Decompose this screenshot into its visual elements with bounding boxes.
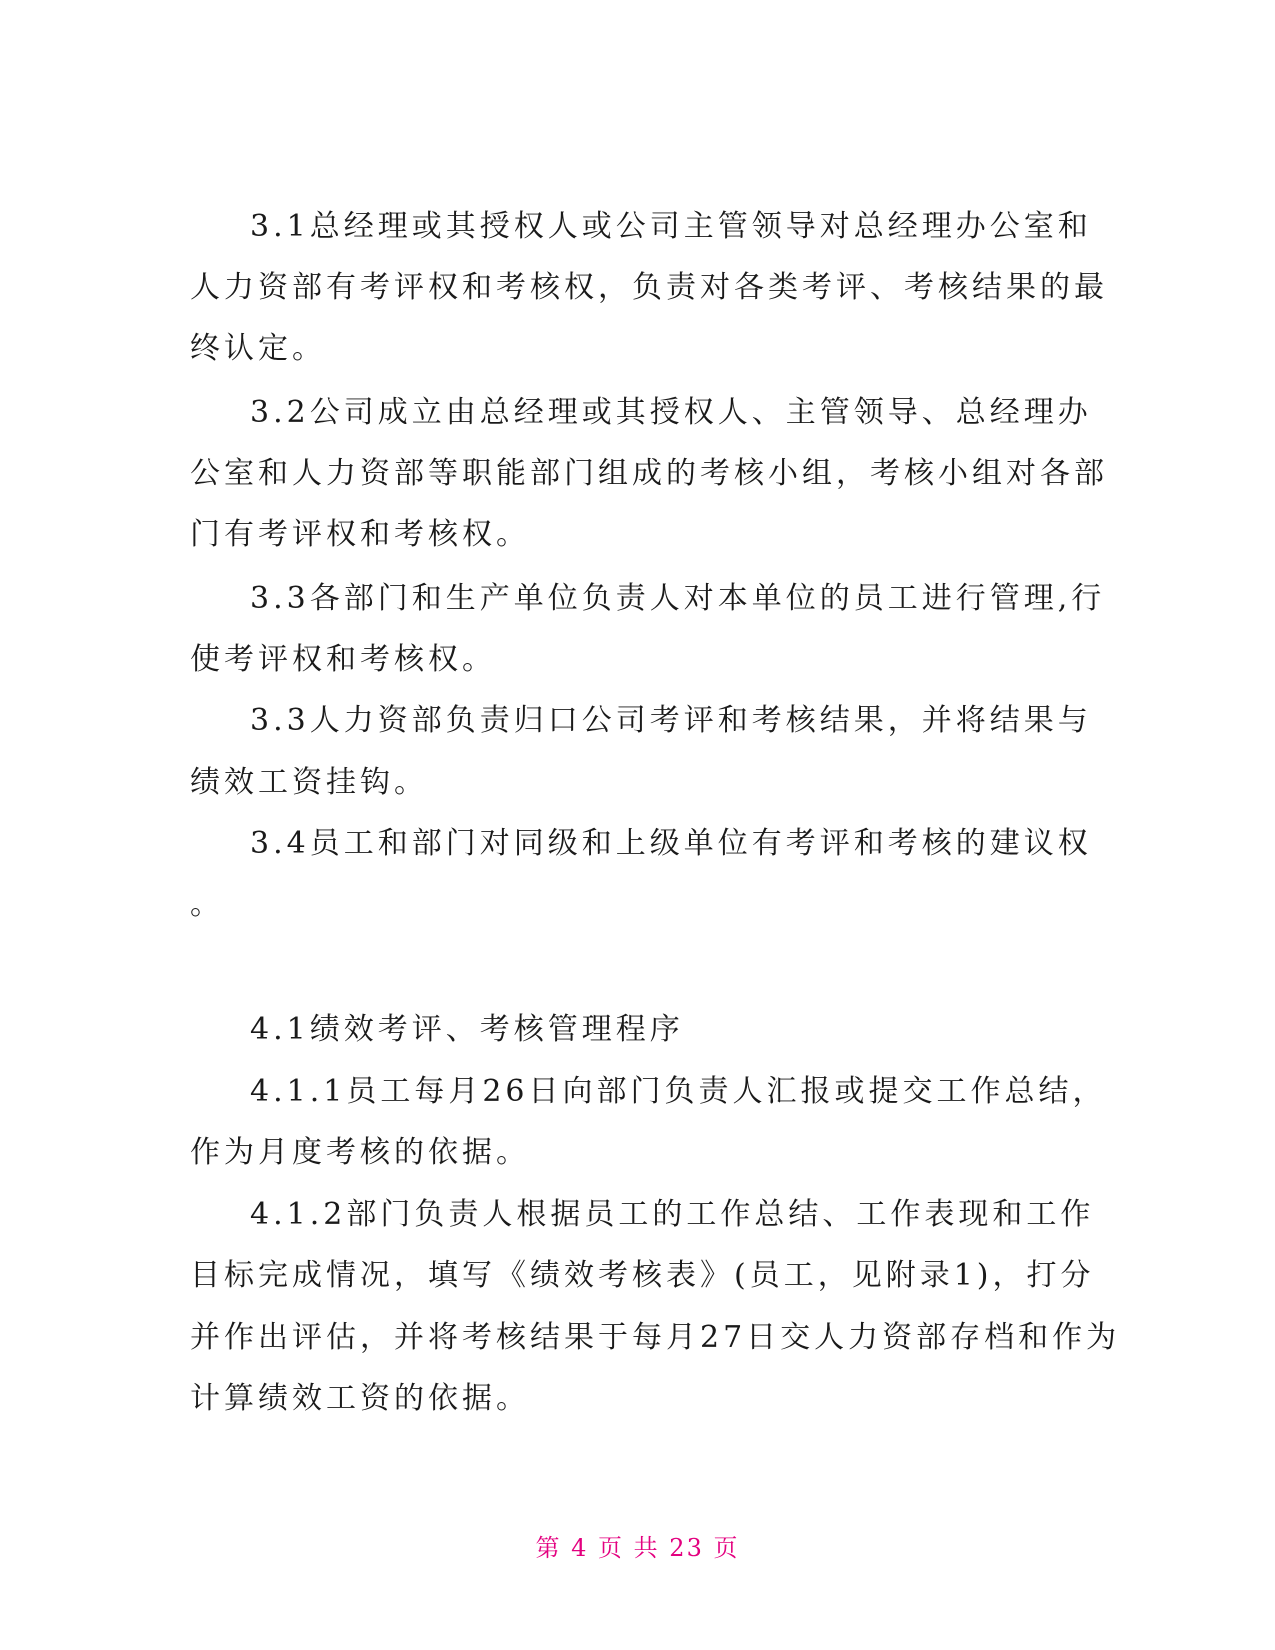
paragraph-3-3b-line-1: 3.3人力资部负责归口公司考评和考核结果，并将结果与 [250, 703, 1092, 738]
paragraph-3-2-line-2: 公室和人力资部等职能部门组成的考核小组，考核小组对各部 [190, 456, 1108, 491]
paragraph-3-3a-line-1: 3.3各部门和生产单位负责人对本单位的员工进行管理,行 [250, 581, 1106, 616]
paragraph-3-1-line-3: 终认定。 [190, 331, 326, 366]
paragraph-4-1-2-line-4: 计算绩效工资的依据。 [190, 1381, 530, 1416]
paragraph-3-2-line-3: 门有考评权和考核权。 [190, 517, 530, 552]
paragraph-4-1-1-line-1: 4.1.1员工每月26日向部门负责人汇报或提交工作总结， [250, 1074, 1107, 1109]
paragraph-3-3b-line-2: 绩效工资挂钩。 [190, 765, 428, 800]
paragraph-4-1-2-line-1: 4.1.2部门负责人根据员工的工作总结、工作表现和工作 [250, 1197, 1095, 1232]
paragraph-4-1-2-line-2: 目标完成情况，填写《绩效考核表》(员工，见附录1)，打分 [190, 1258, 1095, 1293]
paragraph-3-1-line-2: 人力资部有考评权和考核权，负责对各类考评、考核结果的最 [190, 270, 1108, 305]
heading-4-1: 4.1绩效考评、考核管理程序 [250, 1012, 684, 1047]
paragraph-3-2-line-1: 3.2公司成立由总经理或其授权人、主管领导、总经理办 [250, 395, 1092, 430]
paragraph-3-4-line-2: 。 [190, 887, 224, 922]
paragraph-4-1-1-line-2: 作为月度考核的依据。 [190, 1135, 530, 1170]
page-number-footer: 第 4 页 共 23 页 [535, 1534, 740, 1562]
paragraph-3-4-line-1: 3.4员工和部门对同级和上级单位有考评和考核的建议权 [250, 826, 1092, 861]
paragraph-3-1-line-1: 3.1总经理或其授权人或公司主管领导对总经理办公室和 [250, 209, 1092, 244]
paragraph-4-1-2-line-3: 并作出评估，并将考核结果于每月27日交人力资部存档和作为 [190, 1320, 1121, 1355]
paragraph-3-3a-line-2: 使考评权和考核权。 [190, 642, 496, 677]
